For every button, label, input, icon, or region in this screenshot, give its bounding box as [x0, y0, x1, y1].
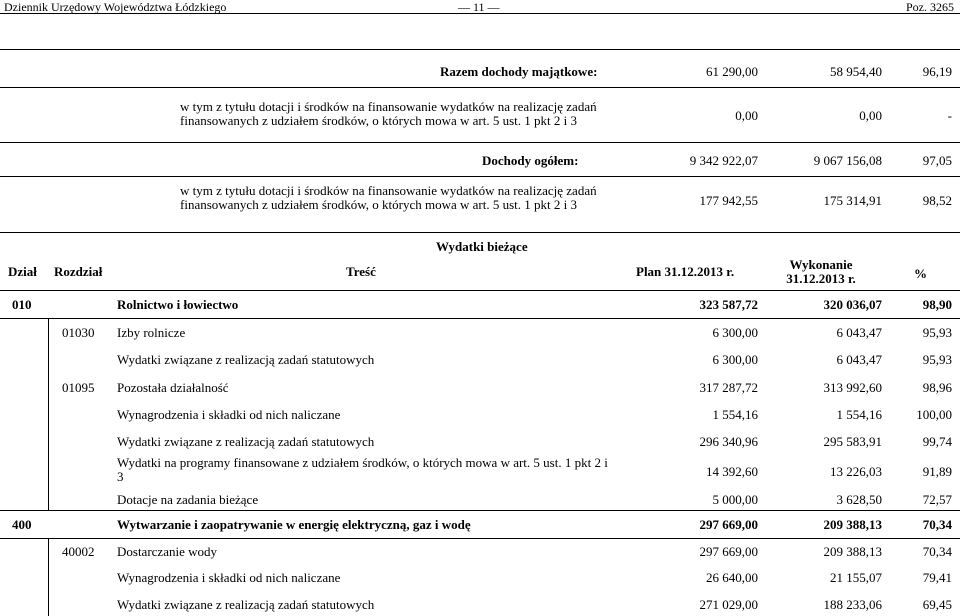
cell-rozdzial: 01095: [62, 380, 95, 395]
cell-dzial: 010: [12, 297, 32, 312]
cell-plan: 296 340,96: [699, 434, 758, 449]
cell-plan: 14 392,60: [706, 464, 758, 479]
cell-pct: 99,74: [922, 434, 952, 449]
cell-pct: 79,41: [922, 570, 952, 585]
cell-dzial: 400: [12, 517, 32, 532]
cell-pct: 95,93: [922, 352, 952, 367]
cell-pct: 98,90: [922, 297, 952, 312]
col-header-wykonanie: Wykonanie 31.12.2013 r.: [786, 257, 856, 286]
cell-tresc: Wynagrodzenia i składki od nich naliczane: [117, 570, 341, 585]
cell-wykonanie: 320 036,07: [823, 297, 882, 312]
cell-tresc: Wynagrodzenia i składki od nich naliczane: [117, 407, 341, 422]
summary-pct: -: [947, 108, 952, 123]
header-rule: [0, 13, 960, 14]
summary-plan: 177 942,55: [699, 193, 758, 208]
cell-pct: 70,34: [922, 517, 952, 532]
cell-tresc: Dostarczanie wody: [117, 544, 217, 559]
cell-plan: 297 669,00: [699, 517, 758, 532]
cell-rozdzial: 40002: [62, 544, 95, 559]
cell-tresc: Wydatki na programy finansowane z udziałem środków, o których mowa w art. 5 ust. 1 pkt 2 i 3: [117, 455, 608, 484]
cell-tresc: Rolnictwo i łowiectwo: [117, 297, 239, 312]
cell-wykonanie: 1 554,16: [836, 407, 882, 422]
cell-tresc: Dotacje na zadania bieżące: [117, 492, 259, 507]
cell-wykonanie: 6 043,47: [836, 352, 882, 367]
cell-tresc: Wydatki związane z realizacją zadań statutowych: [117, 434, 375, 449]
cell-plan: 5 000,00: [712, 492, 758, 507]
row-rule: [0, 538, 960, 539]
cell-wykonanie: 13 226,03: [830, 464, 882, 479]
summary-plan: 61 290,00: [706, 64, 758, 79]
cell-wykonanie: 188 233,06: [823, 597, 882, 612]
cell-plan: 317 287,72: [699, 380, 758, 395]
row-rule: [0, 176, 960, 177]
cell-tresc: Pozostała działalność: [117, 380, 229, 395]
cell-plan: 6 300,00: [712, 352, 758, 367]
cell-plan: 271 029,00: [699, 597, 758, 612]
summary-label: Razem dochody majątkowe:: [440, 64, 598, 79]
cell-wykonanie: 209 388,13: [823, 517, 882, 532]
col-header-rozdzial: Rozdział: [54, 264, 103, 279]
position-number: Poz. 3265: [906, 0, 954, 14]
table-title: Wydatki bieżące: [436, 239, 528, 254]
cell-wykonanie: 21 155,07: [830, 570, 882, 585]
col-header-dzial: Dział: [8, 264, 37, 279]
row-rule: [0, 232, 960, 233]
summary-label: w tym z tytułu dotacji i środków na finansowanie wydatków na realizację zadań finansowanych z udziałem środków, o których mowa w art. 5 ust. 1 pkt 2 i 3: [180, 183, 597, 212]
cell-pct: 98,96: [922, 380, 952, 395]
col-header-plan: Plan 31.12.2013 r.: [636, 264, 735, 279]
cell-rozdzial: 01030: [62, 325, 95, 340]
cell-tresc: Izby rolnicze: [117, 325, 186, 340]
cell-wykonanie: 295 583,91: [823, 434, 882, 449]
summary-done: 0,00: [859, 108, 882, 123]
row-rule: [0, 87, 960, 88]
cell-plan: 297 669,00: [699, 544, 758, 559]
cell-pct: 95,93: [922, 325, 952, 340]
summary-pct: 96,19: [922, 64, 952, 79]
summary-label: Dochody ogółem:: [482, 153, 579, 168]
summary-done: 175 314,91: [823, 193, 882, 208]
summary-pct: 97,05: [922, 153, 952, 168]
journal-title: Dziennik Urzędowy Województwa Łódzkiego: [4, 0, 227, 14]
cell-tresc: Wytwarzanie i zaopatrywanie w energię elektryczną, gaz i wodę: [117, 517, 471, 532]
cell-pct: 70,34: [922, 544, 952, 559]
cell-pct: 91,89: [922, 464, 952, 479]
section-border: [48, 538, 49, 616]
summary-label: w tym z tytułu dotacji i środków na finansowanie wydatków na realizację zadań finansowanych z udziałem środków, o których mowa w art. 5 ust. 1 pkt 2 i 3: [180, 99, 597, 128]
section-border: [48, 318, 49, 510]
cell-tresc: Wydatki związane z realizacją zadań statutowych: [117, 597, 375, 612]
page-number: — 11 —: [458, 0, 500, 14]
summary-pct: 98,52: [922, 193, 952, 208]
cell-tresc: Wydatki związane z realizacją zadań statutowych: [117, 352, 375, 367]
cell-wykonanie: 6 043,47: [836, 325, 882, 340]
cell-pct: 69,45: [922, 597, 952, 612]
summary-plan: 0,00: [735, 108, 758, 123]
cell-pct: 72,57: [922, 492, 952, 507]
summary-done: 9 067 156,08: [813, 153, 882, 168]
col-header-pct: %: [914, 266, 927, 281]
cell-plan: 323 587,72: [699, 297, 758, 312]
row-rule: [0, 142, 960, 143]
cell-plan: 6 300,00: [712, 325, 758, 340]
cell-wykonanie: 3 628,50: [836, 492, 882, 507]
page-header: [0, 0, 960, 14]
cell-plan: 26 640,00: [706, 570, 758, 585]
col-header-tresc: Treść: [346, 264, 376, 279]
row-rule: [0, 510, 960, 511]
row-rule: [0, 318, 960, 319]
cell-wykonanie: 313 992,60: [823, 380, 882, 395]
cell-pct: 100,00: [916, 407, 952, 422]
row-rule: [0, 290, 960, 291]
cell-wykonanie: 209 388,13: [823, 544, 882, 559]
cell-plan: 1 554,16: [712, 407, 758, 422]
summary-done: 58 954,40: [830, 64, 882, 79]
row-rule: [0, 49, 960, 50]
summary-plan: 9 342 922,07: [689, 153, 758, 168]
